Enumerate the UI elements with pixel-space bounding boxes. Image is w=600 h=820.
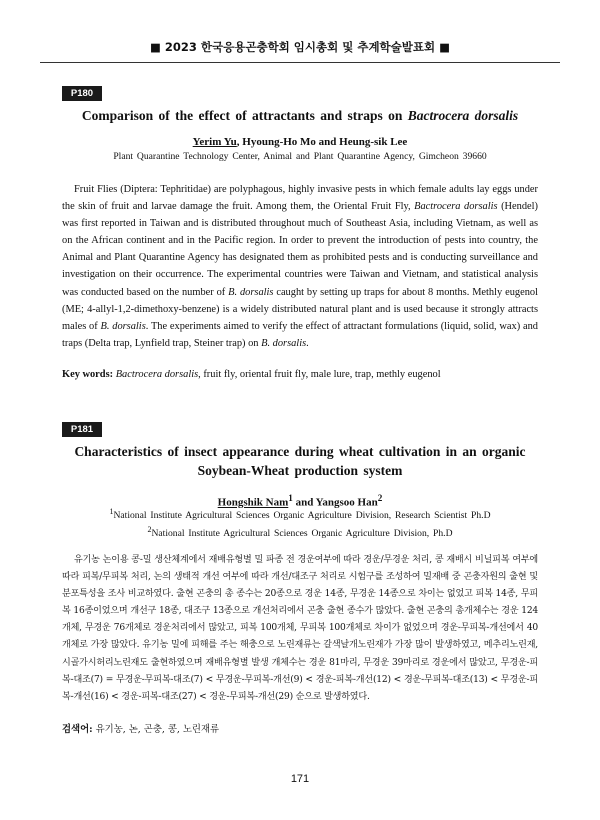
p181-keywords-label: 검색어: xyxy=(62,724,93,735)
p180-abstract: Fruit Flies (Diptera: Tephritidae) are polyphagous, highly invasive pests in which female adults lay eggs under the skin of fruit and larvae damage the fruit. Among them, the Oriental Fruit Fly, Bactrocera dorsalis (Hendel) was first reported in Taiwan and is distributed throughout much of Southeast Asia, including Vietnam, as well as on the African continent and in the Pacific region. In order to prevent the introduction of pests into country, the Animal and Plant Quarantine Agency has designated them as prohibited pests and is conducting surveillance and investigation on their occurrence. The experimental countries were Taiwan and Vietnam, and statistical analysis was conducted based on the number of B. dorsalis caught by setting up traps for about 8 months. Methly eugenol (ME; 4-allyl-1,2-dimethoxy-benzene) is a widely distributed natural plant and is used because it strongly attracts males of B. dorsalis. The experiments aimed to verify the effect of attractant formulations (liquid, solid, wax) and traps (Delta trap, Lynfield trap, Steiner trap) on B. dorsalis. xyxy=(62,184,538,349)
p181-affiliation: $^1$National Institute Agricultural Sciences Organic Agriculture Division, Research Scientist Ph.D $^2$National Institute Agricultural Sciences Organic Agriculture Division, Ph.D xyxy=(109,507,491,540)
poster-tag-p180: P180 xyxy=(62,86,102,101)
p180-affiliation: Plant Quarantine Technology Center, Animal and Plant Quarantine Agency, Gimcheon 39660 xyxy=(113,151,487,162)
p180-keywords-list: Bactrocera dorsalis, fruit fly, oriental fruit fly, male lure, trap, methly eugenol xyxy=(115,369,441,380)
p181-keywords-list: 유기농, 논, 곤충, 콩, 노린재류 xyxy=(95,724,220,735)
proceedings-header: ■ 2023 한국응용곤충학회 임시총회 및 추계학술발표회 ■ xyxy=(40,40,560,63)
page-number: 171 xyxy=(290,773,310,785)
p180-keywords-label: Key words: xyxy=(62,369,114,380)
p181-keywords xyxy=(62,722,538,737)
p181-authors: Hongshik Nam$^1$ and Yangsoo Han$^2$ xyxy=(217,493,383,509)
poster-tag-p181: P181 xyxy=(62,422,102,437)
p180-title: Comparison of the effect of attractants and straps on Bactrocera dorsalis xyxy=(81,108,519,123)
p180-keywords xyxy=(62,367,538,382)
p181-title: Characteristics of insect appearance during wheat cultivation in an organic Soybean-Wheat production system xyxy=(74,444,526,478)
p181-abstract: 유기농 논이용 콩-밀 생산체계에서 재배유형별 밀 파종 전 경운여부에 따라 경운/무경운 처리, 콩 재배시 비닐피복 여부에 따라 피복/무피복 처리, 논의 생태적 개선 여부에 따라 개선/대조구 처리로 시험구를 조성하여 밀재배 중 곤충자원의 출현 및 분포특성을 조사 비교하였다. 출현 곤충의 총 종수는 20종으로 경운 14종, 무경운 14종으로 차이는 없었고 피복 14종, 무피복 16종이었으며 개선구 18종, 대조구 13종으로 개선처리에서 곤충 출현 종수가 많았다. 출현 곤충의 총개체수는 경운 124개체, 무경운 76개체로 경운처리에서 많았고, 피복 100개체, 무피복 100개체로 차이가 없었으며 경운-무피복-개선에서 40개체로 가장 많았다. 유기농 밀에 피해를 주는 해충으로 노린재류는 갈색날개노린재가 가장 많이 발생하였고, 메추리노린재, 시골가시허리노린재도 출현하였으며 재배유형별 발생 개체수는 경운 81마리, 무경운 39마리로 경운에서 많았고, 무경운-피복-대조(7) = 무경운-무피복-대조(7) < 무경운-무피복-개선(9) < 경운-피복-개선(12) < 경운-무피복-대조(13) < 무경운-피복-개선(16) < 경운-피복-대조(27) < 경운-무피복-개선(29) 순으로 발생하였다. xyxy=(62,555,538,702)
p180-authors: Yerim Yu, Hyoung-Ho Mo and Heung-sik Lee xyxy=(192,136,408,148)
